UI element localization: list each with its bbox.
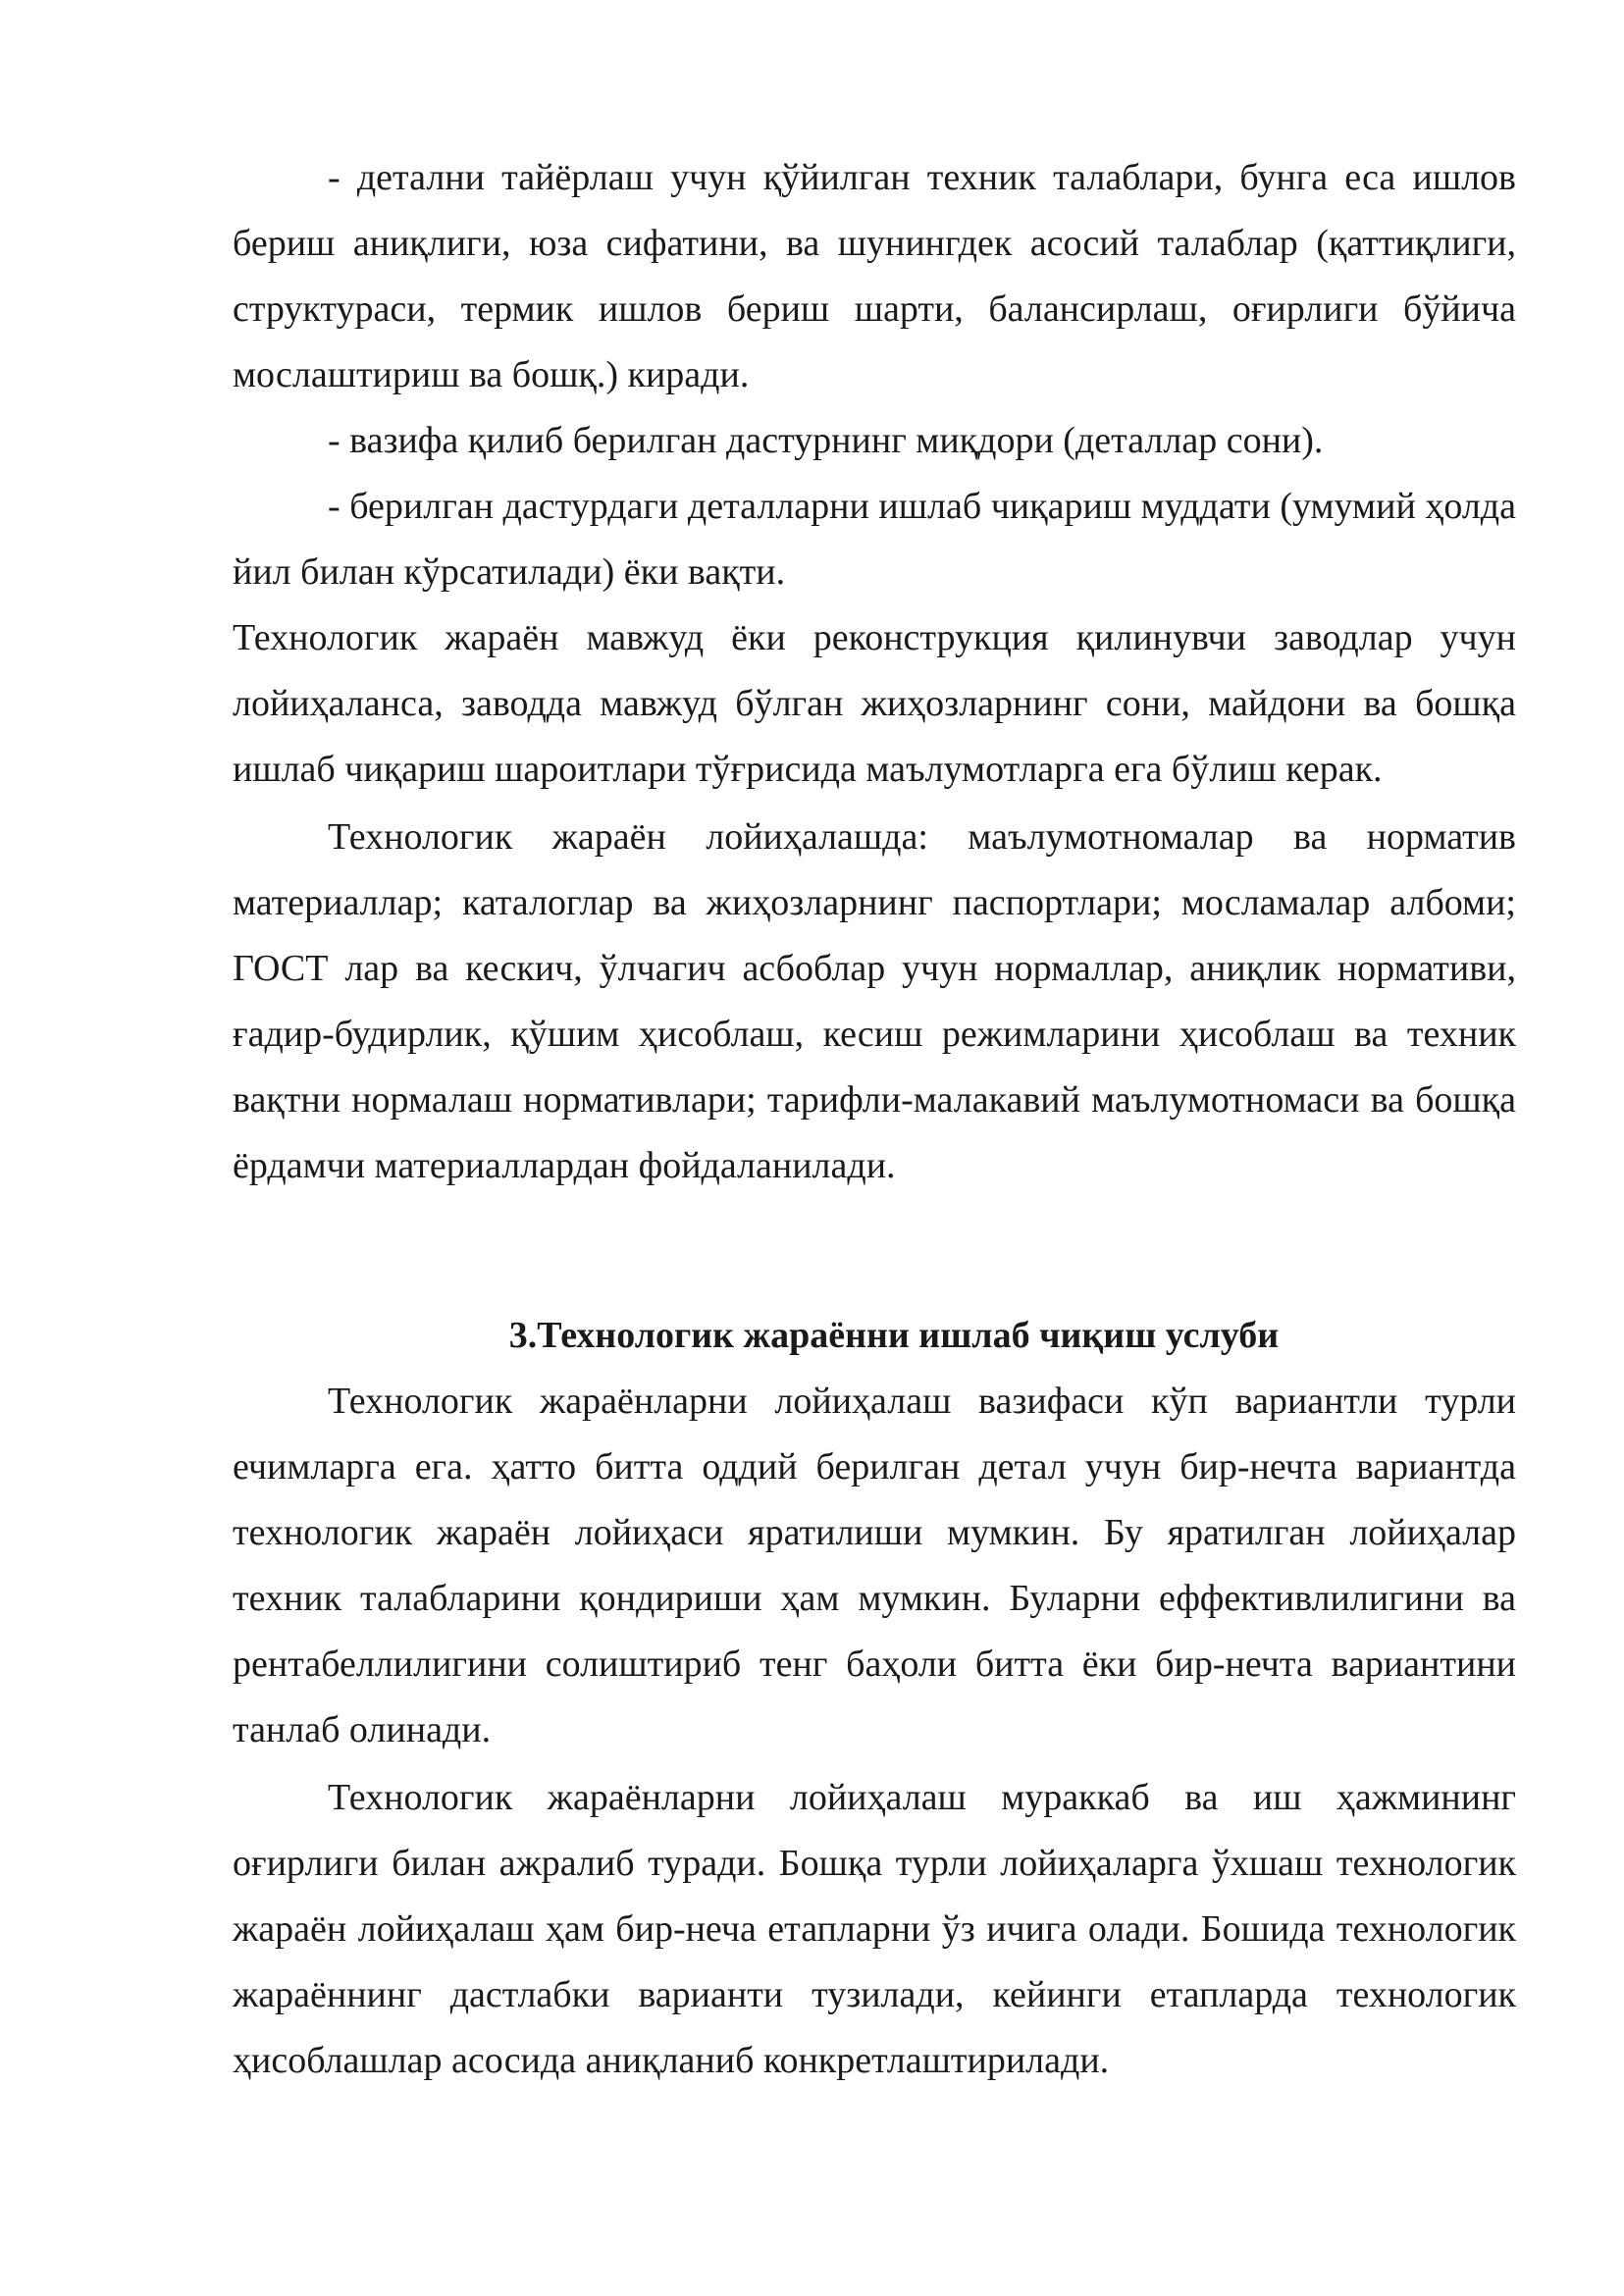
paragraph-production-period: - берилган дастурдаги деталларни ишлаб чиқариш муддати (умумий ҳолда йил билан кўрсатилади) ёки вақти.: [233, 486, 1516, 593]
paragraph-program-quantity: - вазифа қилиб берилган дастурнинг миқдори (деталлар сони).: [328, 420, 1324, 461]
document-body: [233, 145, 1516, 2094]
paragraph-reference-materials: Технологик жараён лойиҳалашда: маълумотномалар ва норматив материаллар; каталоглар ва жиҳозларнинг паспортлари; мосламалар албоми; ГОСТ лар ва кескич, ўлчагич асбоблар учун нормаллар, аниқлик нормативи, ғадир-будирлик, қўшим ҳисоблаш, кесиш режимларини ҳисоблаш ва техник вақтни нормалаш нормативлари; тарифли-малакавий маълумотномаси ва бошқа ёрдамчи материаллардан фойдаланилади.: [233, 816, 1516, 1186]
paragraph-existing-plant: Технологик жараён мавжуд ёки реконструкция қилинувчи заводлар учун лойиҳаланса, заводда мавжуд бўлган жиҳозларнинг сони, майдони ва бошқа ишлаб чиқариш шароитлари тўғрисида маълумотларга ега бўлиш керак.: [233, 617, 1516, 790]
section-spacer: [233, 1199, 1516, 1303]
paragraph-technical-requirements: - детални тайёрлаш учун қўйилган техник талаблари, бунга еса ишлов бериш аниқлиги, юза сифатини, ва шунингдек асосий талаблар (қаттиқлиги, структураси, термик ишлов бериш шарти, балансирлаш, оғирлиги бўйича мослаштириш ва бошқ.) киради.: [233, 157, 1516, 395]
paragraph-design-variants: Технологик жараёнларни лойиҳалаш вазифаси кўп вариантли турли ечимларга ега. ҳатто битта оддий берилган детал учун бир-нечта вариантда технологик жараён лойиҳаси яратилиши мумкин. Бу яратилган лойиҳалар техник талабларини қондириши ҳам мумкин. Буларни еффективлилигини ва рентабеллилигини солиштириб тенг баҳоли битта ёки бир-нечта вариантини танлаб олинади.: [233, 1381, 1516, 1750]
paragraph-design-stages: Технологик жараёнларни лойиҳалаш мураккаб ва иш ҳажмининг оғирлиги билан ажралиб туради. Бошқа турли лойиҳаларга ўхшаш технологик жараён лойиҳалаш ҳам бир-неча етапларни ўз ичига олади. Бошида технологик жараённинг дастлабки варианти тузилади, кейинги етапларда технологик ҳисоблашлар асосида аниқланиб конкретлаштирилади.: [233, 1777, 1516, 2081]
section-heading: 3.Технологик жараённи ишлаб чиқиш услуби: [508, 1315, 1280, 1356]
